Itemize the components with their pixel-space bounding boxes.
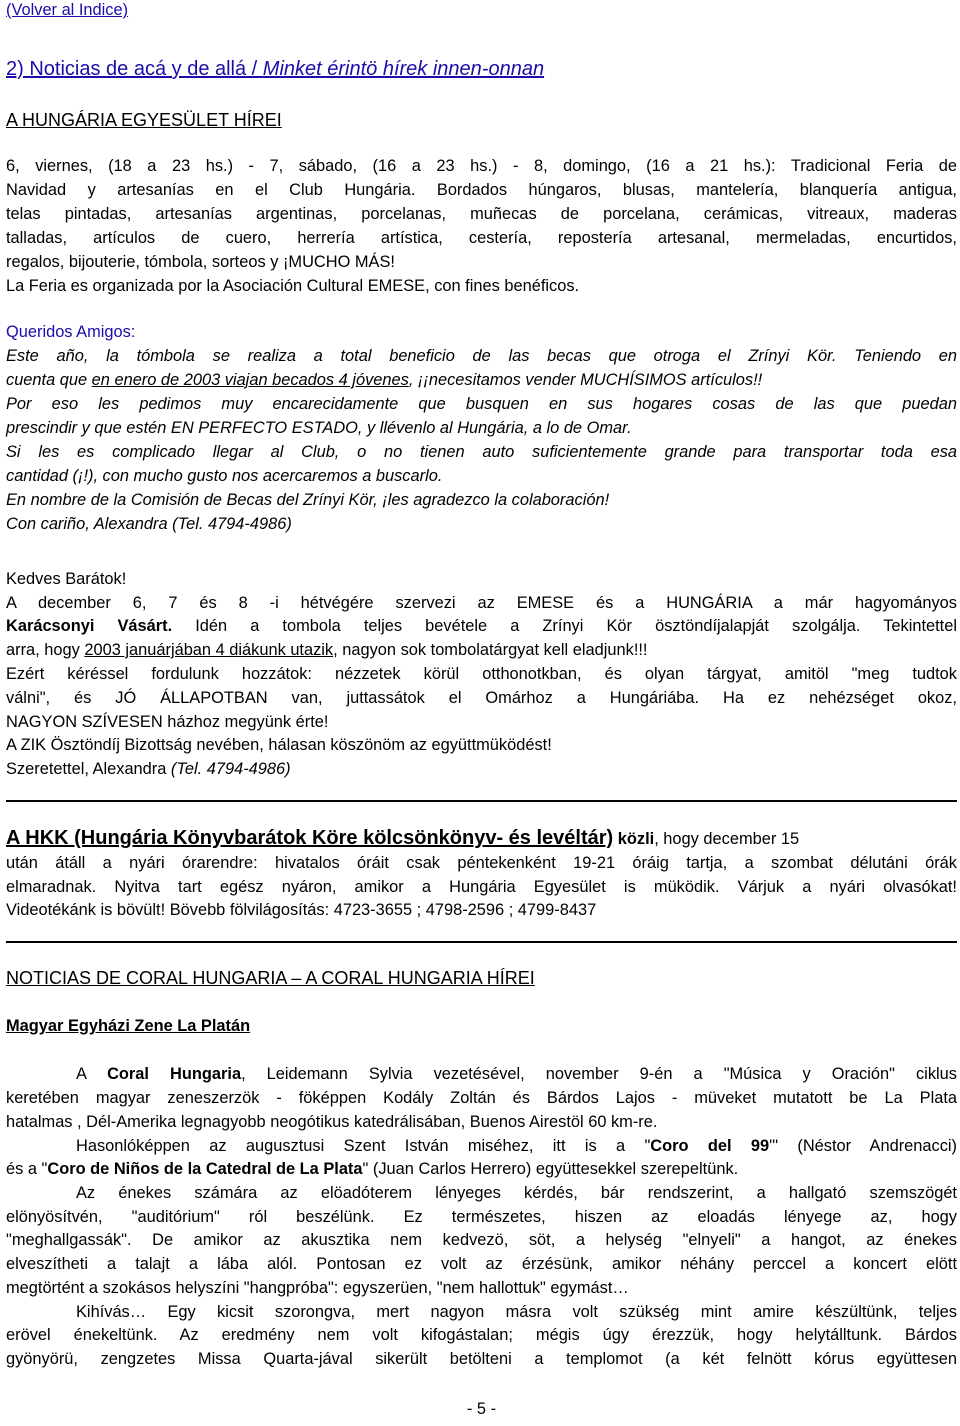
feria-line-3: telas pintadas, artesanías argentinas, porcelanas, muñecas de porcelana, cerámicas, vitreaux, maderas [6,205,957,223]
coral-p3-line-5: megtörtént a szokásos helyszíni "hangpróba": egyszerüen, "nem hallottuk" egymást… [6,1279,629,1297]
letter-es-line-2 [6,370,957,390]
coral-p1-line-3: hatalmas , Dél-Amerika legnagyobb neogótikus katedrálisában, Buenos Airestöl 60 km-re. [6,1113,658,1131]
letter-hu-line-4: Ezért kéréssel fordulunk hozzátok: nézzetek körül otthonotkban, és olyan tárgyat, amitöl "meg tudtok [6,665,957,683]
hkk-line-1-rest: , hogy december 15 [654,830,800,848]
coral-p1-line-1c: , Leidemann Sylvia vezetésével, november 9-én a "Música y Oración" ciklus [241,1065,957,1083]
hkk-title: A HKK (Hungária Könyvbarátok Köre kölcsönkönyv- és levéltár) [6,827,614,849]
coral-heading-text: NOTICIAS DE CORAL HUNGARIA – A CORAL HUNGARIA HÍREI [6,968,535,988]
section-title[interactable] [6,59,544,79]
coral-choir-name: Coral Hungaria [107,1065,242,1083]
letter-hu-greeting: Kedves Barátok! [6,570,127,588]
coral-p2-line-1 [6,1136,957,1156]
letter-es-line-6: cantidad (¡!), con mucho gusto nos acercaremos a buscarlo. [6,467,443,485]
letter-es-line-8: Con cariño, Alexandra (Tel. 4794-4986) [6,515,292,533]
feria-line-1: 6, viernes, (18 a 23 hs.) - 7, sábado, (16 a 23 hs.) - 8, domingo, (16 a 21 hs.): Tradicional Feria de [6,157,957,175]
letter-hu-line-2 [6,616,957,636]
hkk-announces: közli [613,830,655,848]
coral-p2-line-1a: Hasonlóképpen az augusztusi Szent István miséhez, itt is a " [76,1137,651,1155]
letter-hu-line-6: NAGYON SZÍVESEN házhoz megyünk érte! [6,713,329,731]
divider-2 [6,941,957,943]
letter-hu-line-5: válni", és JÓ ÁLLAPOTBAN van, juttassátok el Omárhoz a Hungáriába. Ha ez nehézséget okoz, [6,689,957,707]
letter-hu-line-3 [6,640,647,660]
feria-line-4: talladas, artículos de cuero, herrería artística, cestería, repostería artesanal, mermeladas, encurtidos, [6,229,957,247]
letter-es-line-5: Si les es complicado llegar al Club, o no tienen auto suficientemente grande para transportar toda esa [6,443,957,461]
back-to-index-link[interactable] [6,0,128,20]
hkk-line-3: elmaradnak. Nyitva tart egész nyáron, amikor a Hungária Egyesület is müködik. Várjuk a nyári olvasókat! [6,878,957,896]
section-title-hu[interactable]: Minket érintö hírek innen-onnan [262,58,545,80]
hungaria-heading [6,110,282,130]
coral-p4-line-1: Kihívás… Egy kicsit szorongva, mert nagyon másra volt szükség mint amire készültünk, teljes [76,1303,957,1321]
christmas-fair-name: Karácsonyi Vásárt. [6,617,173,635]
letter-es-greeting: Queridos Amigos: [6,323,136,341]
letter-es-line-2a: cuenta que [6,371,92,389]
coral-p4-line-2: erövel énekeltünk. Az eredmény nem volt kifogástalan; mégis úgy érezzük, hogy helytálltunk. Bárdos [6,1326,957,1344]
letter-hu-line-3a: arra, hogy [6,641,85,659]
coral-subheading-text: Magyar Egyházi Zene La Platán [6,1017,251,1035]
coral-p3-line-4: elveszítheti a talajt a lába alól. Pontosan ez volt az érzésünk, amikor néhány perccel a koncert elött [6,1255,957,1273]
coral-p3-line-3: "meghallgassák". De amikor az akusztika nem kedvezö, söt, a helység "elnyeli" a hangot, az énekes [6,1231,957,1249]
letter-es-line-2b: , ¡¡necesitamos vender MUCHÍSIMOS artículos!! [408,371,763,389]
letter-hu-line-8 [6,759,291,779]
section-title-es[interactable]: 2) Noticias de acá y de allá / [6,58,263,80]
letter-hu-line-1: A december 6, 7 és 8 -i hétvégére szervezi az EMESE és a HUNGÁRIA a már hagyományos [6,594,957,612]
hungaria-heading-text: A HUNGÁRIA EGYESÜLET HÍREI [6,110,282,130]
coral-subheading [6,1016,250,1036]
coral-p1-line-2: keretében magyar zeneszerzök - föképpen Kodály Zoltán és Bárdos Lajos - müveket mutatott be La Plata [6,1089,957,1107]
feria-line-6: La Feria es organizada por la Asociación Cultural EMESE, con fines benéficos. [6,277,580,295]
letter-hu-line-7: A ZIK Ösztöndíj Bizottság nevében, hálasan köszönöm az együttmüködést! [6,736,552,754]
letter-hu-line-2-rest: Idén a tombola teljes bevétele a Zrínyi Kör ösztöndíjalapját szolgálja. Tekintettel [172,617,957,635]
coro-de-ninos: Coro de Niños de la Catedral de La Plata [47,1160,363,1178]
letter-es-line-4: prescindir y que estén EN PERFECTO ESTADO, y llévenlo al Hungária, a lo de Omar. [6,419,632,437]
feria-line-5: regalos, bijouterie, tómbola, sorteos y ¡MUCHO MÁS! [6,253,395,271]
letter-hu-phone: (Tel. 4794-4986) [170,760,291,778]
divider-1 [6,800,957,802]
coral-p4-line-3: gyönyörü, zengzetes Missa Quarta-jával sikerült betölteni a templomot (a két felnött kórus együttesen [6,1350,957,1368]
feria-line-2: Navidad y artesanías en el Club Hungária. Bordados húngaros, blusas, mantelería, blanquería antigua, [6,181,957,199]
coral-p2-line-2 [6,1159,738,1179]
coral-p2-line-2a: és a " [6,1160,48,1178]
coral-p1-line-1a: A [76,1065,108,1083]
letter-hu-travel-note: 2003 januárjában 4 diákunk utazik [84,641,334,659]
coral-p3-line-2: elönyösítvén, "auditórium" ról beszélünk. Ez természetes, hiszen az eloadás lényege az, hogy [6,1208,957,1226]
coral-p3-line-1: Az énekes számára az elöadóterem lényeges kérdés, bár rendszerint, a hallgató szemszögét [76,1184,957,1202]
page-number: - 5 - [466,1400,497,1418]
letter-es-travel-note: en enero de 2003 viajan becados 4 jóvenes [91,371,409,389]
letter-es-line-7: En nombre de la Comisión de Becas del Zrínyi Kör, ¡les agradezco la colaboración! [6,491,610,509]
letter-hu-line-3b: , nagyon sok tombolatárgyat kell eladjunk!!! [333,641,648,659]
back-link-text[interactable]: (Volver al Indice) [6,1,129,19]
coral-p2-line-1c: '" (Néstor Andrenacci) [769,1137,957,1155]
hkk-line-4: Videotékánk is bövült! Bövebb fölvilágosítás: 4723-3655 ; 4798-2596 ; 4799-8437 [6,901,597,919]
letter-es-line-1: Este año, la tómbola se realiza a total beneficio de las becas que otroga el Zrínyi Kör. Teniendo en [6,347,957,365]
hkk-line-2: után átáll a nyári órarendre: hivatalos óráit csak péntekenként 19-21 óráig tartja, a szombat délutáni órák [6,854,957,872]
coral-p1-line-1 [6,1064,957,1084]
coral-p2-line-2c: " (Juan Carlos Herrero) együttesekkel szerepeltünk. [362,1160,739,1178]
hkk-line-1 [6,828,957,849]
coral-heading [6,968,535,988]
letter-es-line-3: Por eso les pedimos muy encarecidamente que busquen en sus hogares cosas de las que puedan [6,395,957,413]
letter-hu-signature: Szeretettel, Alexandra [6,760,171,778]
coro-del-99: Coro del 99 [650,1137,770,1155]
